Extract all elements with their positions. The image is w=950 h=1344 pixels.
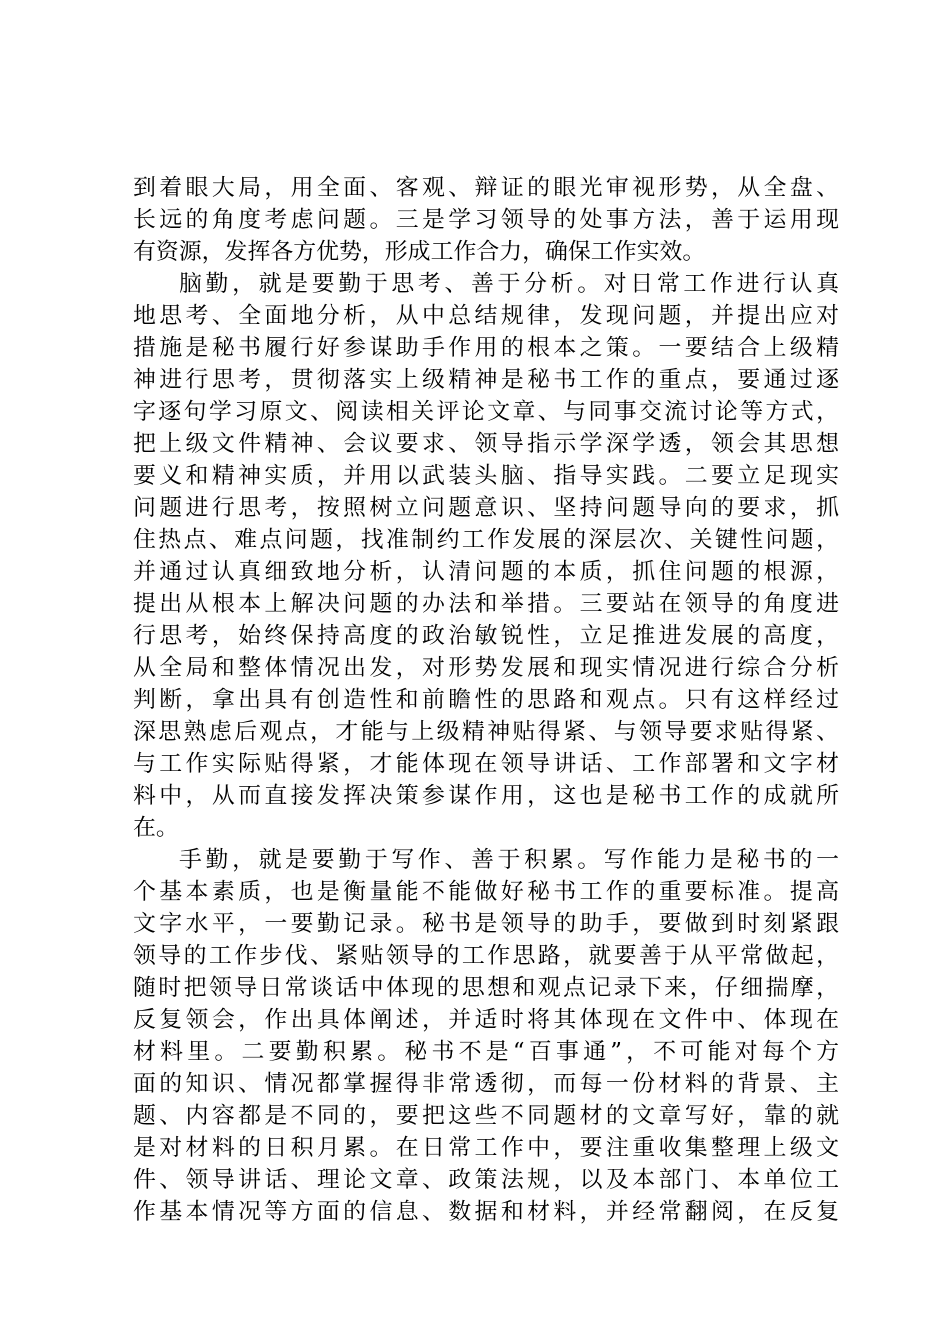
text-line: 神进行思考，贯彻落实上级精神是秘书工作的重点，要通过逐 [133,367,839,393]
text-line: 脑勤，就是要勤于思考、善于分析。对日常工作进行认真 [179,271,839,297]
text-line: 要义和精神实质，并用以武装头脑、指导实践。二要立足现实 [133,463,839,489]
text-line: 字逐句学习原文、阅读相关评论文章、与同事交流讨论等方式， [133,399,839,425]
text-line: 材料里。二要勤积累。秘书不是“百事通”，不可能对每个方 [133,1039,839,1065]
text-line: 行思考，始终保持高度的政治敏锐性，立足推进发展的高度， [133,623,839,649]
text-line: 手勤，就是要勤于写作、善于积累。写作能力是秘书的一 [179,847,839,873]
text-line: 件、领导讲话、理论文章、政策法规，以及本部门、本单位工 [133,1167,839,1193]
text-line: 文字水平，一要勤记录。秘书是领导的助手，要做到时刻紧跟 [133,911,839,937]
text-line: 问题进行思考，按照树立问题意识、坚持问题导向的要求，抓 [133,495,839,521]
text-line: 判断，拿出具有创造性和前瞻性的思路和观点。只有这样经过 [133,687,839,713]
text-line: 从全局和整体情况出发，对形势发展和现实情况进行综合分析 [133,655,839,681]
body-text [133,172,839,1228]
text-line: 把上级文件精神、会议要求、领导指示学深学透，领会其思想 [133,431,839,457]
text-line: 面的知识、情况都掌握得非常透彻，而每一份材料的背景、主 [133,1071,839,1097]
text-line: 措施是秘书履行好参谋助手作用的根本之策。一要结合上级精 [133,335,839,361]
text-line: 长远的角度考虑问题。三是学习领导的处事方法，善于运用现 [133,207,839,233]
text-line: 作基本情况等方面的信息、数据和材料，并经常翻阅，在反复 [133,1199,839,1225]
text-line: 提出从根本上解决问题的办法和举措。三要站在领导的角度进 [133,591,839,617]
text-line: 到着眼大局，用全面、客观、辩证的眼光审视形势，从全盘、 [133,175,839,201]
text-line: 地思考、全面地分析，从中总结规律，发现问题，并提出应对 [133,303,839,329]
text-line: 深思熟虑后观点，才能与上级精神贴得紧、与领导要求贴得紧、 [133,719,839,745]
text-line: 题、内容都是不同的，要把这些不同题材的文章写好，靠的就 [133,1103,839,1129]
text-line: 是对材料的日积月累。在日常工作中，要注重收集整理上级文 [133,1135,839,1161]
text-line: 个基本素质，也是衡量能不能做好秘书工作的重要标准。提高 [133,879,839,905]
text-line: 在。 [133,815,179,841]
text-line: 与工作实际贴得紧，才能体现在领导讲话、工作部署和文字材 [133,751,839,777]
text-line: 住热点、难点问题，找准制约工作发展的深层次、关键性问题， [133,527,839,553]
text-line: 随时把领导日常谈话中体现的思想和观点记录下来，仔细揣摩， [133,975,839,1001]
text-line: 反复领会，作出具体阐述，并适时将其体现在文件中、体现在 [133,1007,839,1033]
text-line: 有资源，发挥各方优势，形成工作合力，确保工作实效。 [133,239,706,265]
text-line: 并通过认真细致地分析，认清问题的本质，抓住问题的根源， [133,559,839,585]
text-line: 领导的工作步伐、紧贴领导的工作思路，就要善于从平常做起， [133,943,839,969]
text-line: 料中，从而直接发挥决策参谋作用，这也是秘书工作的成就所 [133,783,839,809]
